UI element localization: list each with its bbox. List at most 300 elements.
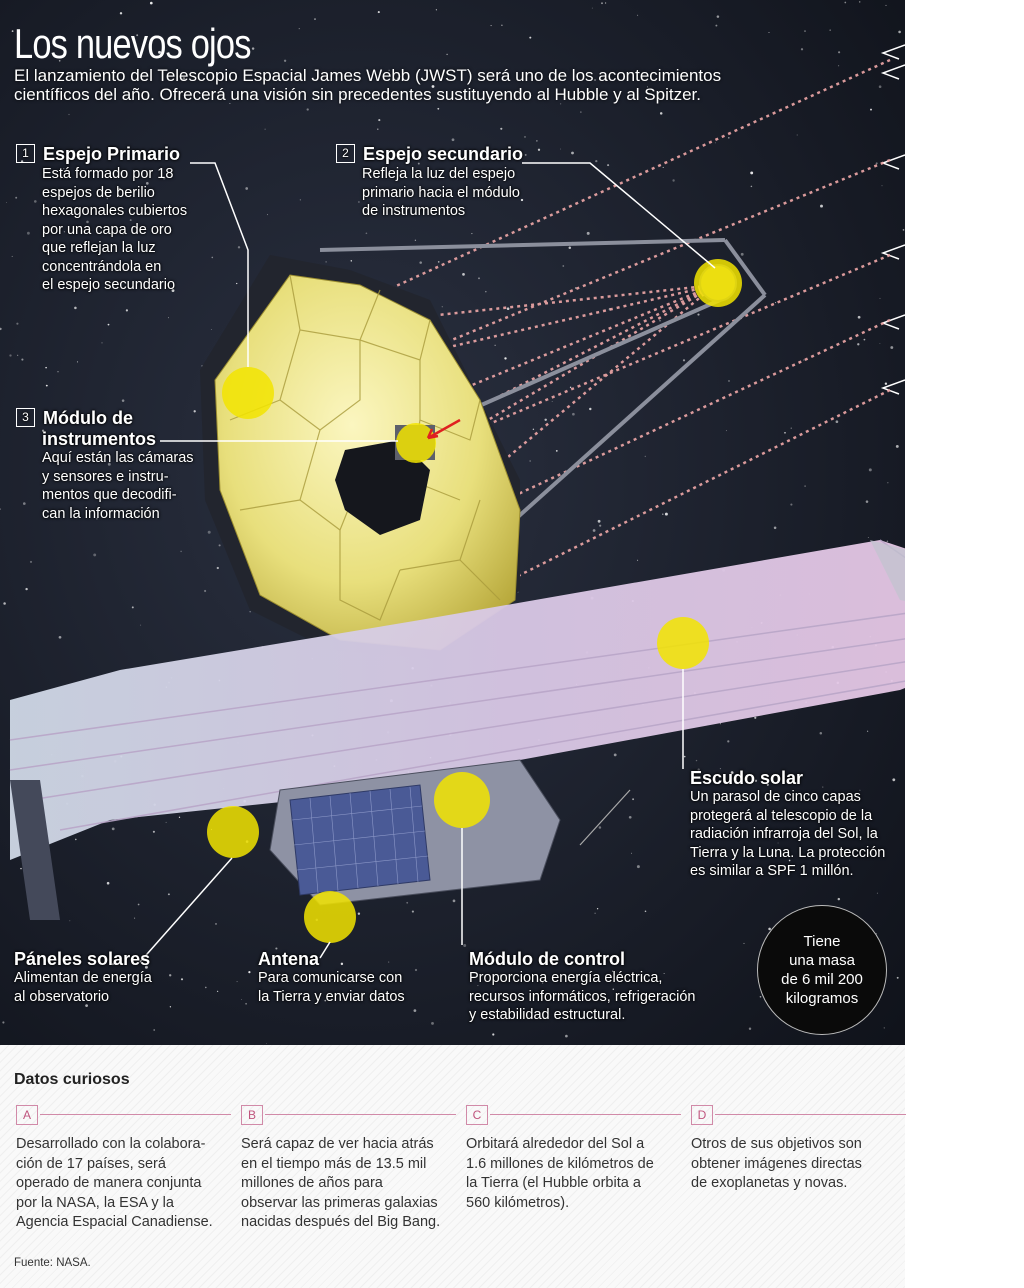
star (750, 171, 753, 174)
fact-letter: A (16, 1105, 38, 1125)
callout-line: hexagonales cubiertos (42, 203, 188, 219)
star (150, 2, 153, 5)
star (208, 531, 211, 534)
star (377, 129, 378, 130)
star (140, 625, 141, 626)
star (3, 602, 6, 605)
callout-line: Tierra y la Luna. La protección (690, 844, 886, 861)
star (299, 28, 300, 29)
highlight-primary-mirror (222, 367, 274, 419)
star (820, 205, 823, 208)
callout-line: al observatorio (14, 988, 110, 1005)
star (741, 253, 744, 256)
source-note: Fuente: NASA. (14, 1257, 91, 1269)
callout-number: 2 (336, 144, 355, 163)
star (598, 520, 601, 523)
callout-sunshield (690, 768, 885, 881)
callout-line: Proporciona energía eléctrica, (469, 970, 663, 986)
star (462, 273, 465, 276)
star (265, 129, 266, 130)
callout-line: Para comunicarse con (258, 970, 403, 986)
star (665, 513, 668, 516)
star (215, 923, 217, 925)
star (791, 428, 792, 429)
star (504, 357, 506, 359)
star (170, 1006, 171, 1007)
callout-heading: Antena (258, 949, 320, 969)
star (205, 987, 207, 989)
callout-line: radiación infrarroja del Sol, la (690, 826, 878, 842)
fact-line: de exoplanetas y novas. (691, 1175, 848, 1191)
star (599, 525, 601, 527)
mass-badge (757, 905, 887, 1035)
star (605, 2, 606, 3)
callout-line: Un parasol de cinco capas (690, 789, 861, 805)
fact-line: Agencia Espacial Canadiense. (16, 1214, 213, 1230)
star (120, 12, 122, 14)
callout-number: 3 (16, 408, 35, 427)
star (684, 756, 686, 758)
fact-line: operado de manera conjunta (16, 1175, 202, 1191)
star (194, 410, 196, 412)
star (107, 882, 110, 885)
star (775, 302, 776, 303)
callout-line: es similar a SPF 1 millón. (690, 863, 854, 879)
star (844, 2, 846, 4)
star (307, 108, 309, 110)
star (728, 380, 729, 381)
star (885, 383, 887, 385)
star (166, 822, 167, 823)
star (887, 541, 889, 543)
callout-line: mentos que decodifi- (42, 487, 177, 503)
star (774, 527, 777, 530)
fact-item-b (241, 1105, 456, 1233)
star (864, 339, 866, 341)
callout-heading: Módulo de (43, 408, 133, 428)
star (877, 893, 878, 894)
star (237, 981, 238, 982)
star (601, 2, 603, 4)
star (754, 717, 756, 719)
star (179, 817, 180, 818)
star (75, 839, 77, 841)
star (452, 138, 455, 141)
star (879, 298, 880, 299)
star (879, 85, 882, 88)
star (597, 908, 598, 909)
star (415, 240, 416, 241)
star (17, 355, 18, 356)
star (836, 420, 839, 423)
star (126, 309, 128, 311)
star (599, 826, 602, 829)
star (536, 140, 537, 141)
star (637, 865, 640, 868)
star (378, 119, 380, 121)
star (68, 114, 69, 115)
fact-line: Será capaz de ver hacia atrás (241, 1136, 434, 1152)
fact-line: obtener imágenes directas (691, 1155, 862, 1172)
star (507, 307, 510, 310)
fact-divider (715, 1114, 906, 1115)
callout-line: que reflejan la luz (42, 240, 156, 256)
fact-divider (40, 1114, 231, 1115)
mass-line: kilogramos (785, 990, 859, 1007)
star (314, 18, 315, 19)
star (248, 971, 250, 973)
star (896, 445, 899, 448)
callout-instrument-module (16, 408, 194, 523)
star (769, 32, 770, 33)
star (252, 47, 254, 49)
star (138, 904, 140, 906)
callout-antenna (258, 949, 405, 1006)
callout-line: y estabilidad estructural. (469, 1007, 626, 1023)
star (169, 974, 171, 976)
star (77, 361, 78, 362)
star (46, 385, 48, 387)
star (637, 15, 638, 16)
star (20, 868, 21, 869)
fact-line: millones de años para (241, 1175, 383, 1191)
callout-heading: Espejo Primario (43, 144, 181, 164)
star (153, 831, 155, 833)
callout-line: can la información (42, 505, 160, 522)
highlight-solar-panels (207, 806, 259, 858)
callout-heading: Espejo secundario (363, 144, 524, 164)
star (892, 778, 895, 781)
star (743, 943, 744, 944)
highlight-control-module (434, 772, 490, 828)
star (211, 257, 213, 259)
highlight-secondary-mirror (694, 259, 742, 307)
star (645, 456, 646, 457)
fact-line: 560 kilómetros). (466, 1194, 570, 1211)
mass-line: Tiene (803, 933, 841, 950)
fact-line: la Tierra (el Hubble orbita a (466, 1175, 641, 1191)
star (284, 60, 286, 62)
star (544, 419, 546, 421)
star (406, 902, 408, 904)
star (804, 30, 805, 31)
star (525, 154, 527, 156)
star (594, 913, 595, 914)
star (181, 978, 183, 980)
highlight-sunshield (657, 617, 709, 669)
star (715, 25, 717, 27)
fact-letter: D (691, 1105, 713, 1125)
star (572, 413, 575, 416)
star (112, 828, 115, 831)
star (134, 918, 135, 919)
fact-line: Otros de sus objetivos son (691, 1136, 862, 1152)
star (562, 265, 564, 267)
star (300, 199, 301, 200)
star (463, 944, 466, 947)
star (492, 1033, 494, 1035)
star (437, 108, 439, 110)
mass-line: una masa (789, 952, 855, 969)
star (859, 1, 861, 3)
star (867, 731, 868, 732)
star (696, 760, 697, 761)
star (879, 343, 880, 344)
star (556, 450, 558, 452)
callout-line: por una capa de oro (42, 221, 172, 238)
star (858, 316, 861, 319)
star (660, 112, 663, 115)
star (245, 1003, 247, 1005)
star (501, 24, 503, 26)
star (631, 853, 632, 854)
star (803, 359, 804, 360)
star (589, 408, 591, 410)
star (431, 1022, 434, 1025)
star (637, 560, 638, 561)
callout-line: protegerá al telescopio de la (690, 807, 873, 824)
star (717, 15, 720, 18)
fact-line: observar las primeras galaxias (241, 1194, 438, 1211)
star (607, 164, 609, 166)
star (491, 25, 492, 26)
star (662, 514, 663, 515)
star (869, 468, 872, 471)
star (93, 553, 96, 556)
star (267, 214, 268, 215)
star (351, 260, 352, 261)
page-title: Los nuevos ojos (14, 20, 251, 67)
star (659, 320, 661, 322)
star (890, 346, 893, 349)
facts-title: Datos curiosos (14, 1071, 130, 1088)
callout-line: Está formado por 18 (42, 166, 174, 182)
star (614, 753, 617, 756)
star (132, 606, 134, 608)
star (436, 9, 437, 10)
fact-item-a (16, 1105, 231, 1233)
fact-line: en el tiempo más de 13.5 mil (241, 1155, 427, 1172)
star (412, 911, 414, 913)
star (419, 261, 422, 264)
star (580, 112, 581, 113)
star (629, 816, 632, 819)
star (30, 561, 32, 563)
star (571, 152, 574, 155)
fact-divider (490, 1114, 681, 1115)
star (565, 1035, 568, 1038)
star (887, 482, 888, 483)
star (45, 367, 47, 369)
star (885, 5, 886, 6)
intro-text: El lanzamiento del Telescopio Espacial James Webb (JWST) será uno de los acontecimientos científicos del año. Ofrecerá una visión sin precedentes sustituyendo al Hubble y al Spitzer. (14, 66, 722, 104)
solar-array-grid (290, 785, 430, 895)
star (683, 359, 685, 361)
star (74, 307, 77, 310)
star (378, 11, 380, 13)
star (876, 162, 878, 164)
star (820, 732, 823, 735)
star (211, 329, 212, 330)
star (797, 134, 798, 135)
star (453, 900, 456, 903)
star (101, 342, 102, 343)
star (790, 504, 792, 506)
star (569, 246, 572, 249)
star (529, 37, 531, 39)
star (59, 636, 62, 639)
star (898, 31, 901, 34)
callout-line: Alimentan de energía (14, 970, 152, 986)
star (438, 261, 440, 263)
star (533, 429, 534, 430)
star (897, 977, 899, 979)
star (245, 187, 248, 190)
callout-heading: Páneles solares (14, 949, 151, 969)
fact-line: nacidas después del Big Bang. (241, 1214, 441, 1230)
star (108, 324, 110, 326)
star (881, 185, 882, 186)
star (530, 461, 531, 462)
fact-item-c (466, 1105, 681, 1213)
fact-letter: C (466, 1105, 488, 1125)
star (838, 898, 840, 900)
star (204, 590, 206, 592)
callout-line: recursos informáticos, refrigeración (469, 988, 696, 1005)
star (69, 920, 70, 921)
star (9, 354, 11, 356)
star (857, 343, 859, 345)
fact-divider (265, 1114, 456, 1115)
fact-line: por la NASA, la ESA y la (16, 1194, 174, 1211)
star (592, 8, 593, 9)
star (442, 306, 443, 307)
callout-line: espejos de berilio (42, 184, 155, 201)
star (414, 1009, 417, 1012)
star (804, 485, 806, 487)
star (751, 186, 753, 188)
callout-control-module (469, 949, 695, 1025)
callout-secondary-mirror (336, 144, 523, 221)
star (838, 51, 840, 53)
fact-line: Desarrollado con la colabora- (16, 1136, 206, 1152)
fact-line: 1.6 millones de kilómetros de (466, 1155, 654, 1172)
star (570, 387, 571, 388)
star (217, 991, 218, 992)
fact-line: Orbitará alrededor del Sol a (466, 1136, 645, 1152)
callout-line: de instrumentos (362, 203, 466, 219)
star (2, 1021, 4, 1023)
star (471, 233, 472, 234)
star (760, 996, 762, 998)
callout-line: Aquí están las cámaras (42, 450, 194, 466)
star (728, 137, 730, 139)
star (784, 432, 786, 434)
star (587, 232, 590, 235)
star (16, 323, 18, 325)
star (6, 202, 7, 203)
callout-line: y sensores e instru- (42, 468, 169, 485)
star (217, 567, 219, 569)
star (21, 359, 23, 361)
star (868, 537, 869, 538)
star (552, 401, 553, 402)
star (325, 261, 326, 262)
star (180, 551, 182, 553)
star (829, 29, 831, 31)
star (715, 142, 716, 143)
star (524, 136, 526, 138)
star (250, 611, 251, 612)
star (241, 999, 242, 1000)
star (672, 179, 674, 181)
star (801, 48, 803, 50)
star (236, 283, 237, 284)
star (697, 314, 699, 316)
star (366, 232, 368, 234)
star (478, 277, 480, 279)
star (632, 798, 634, 800)
star (415, 969, 417, 971)
callout-line: Refleja la luz del espejo (362, 166, 516, 182)
star (25, 588, 27, 590)
star (153, 1029, 155, 1031)
star (495, 345, 496, 346)
star (57, 371, 58, 372)
star (720, 723, 721, 724)
star (593, 529, 596, 532)
fact-letter: B (241, 1105, 263, 1125)
star (358, 913, 360, 915)
star (838, 65, 839, 66)
star (663, 167, 664, 168)
star (446, 54, 447, 55)
callout-heading: Módulo de control (469, 949, 625, 969)
star (560, 149, 561, 150)
star (884, 1027, 885, 1028)
callout-line: concentrándola en (42, 258, 162, 275)
mass-line: de 6 mil 200 (781, 971, 863, 988)
callout-line: la Tierra y enviar datos (258, 988, 405, 1005)
star (866, 500, 869, 503)
star (749, 1028, 751, 1030)
star (168, 893, 170, 895)
star (12, 256, 13, 257)
star (595, 160, 597, 162)
fact-item-d (691, 1105, 906, 1194)
callout-line: el espejo secundario (42, 277, 176, 293)
callout-heading: instrumentos (42, 429, 157, 449)
highlight-antenna (304, 891, 356, 943)
callout-primary-mirror (16, 144, 187, 295)
callout-solar-panels (14, 949, 152, 1006)
callout-line: primario hacia el módulo (362, 184, 520, 201)
star (903, 229, 905, 231)
star (266, 1043, 267, 1044)
star (219, 544, 221, 546)
star (500, 128, 502, 130)
star (870, 109, 872, 111)
star (168, 317, 169, 318)
star (645, 911, 647, 913)
star (726, 430, 727, 431)
facts-section (0, 1045, 905, 1288)
fact-line: ción de 17 países, será (16, 1155, 166, 1172)
star (122, 399, 125, 402)
highlight-instruments (396, 423, 436, 463)
star (238, 246, 240, 248)
star (485, 291, 487, 293)
